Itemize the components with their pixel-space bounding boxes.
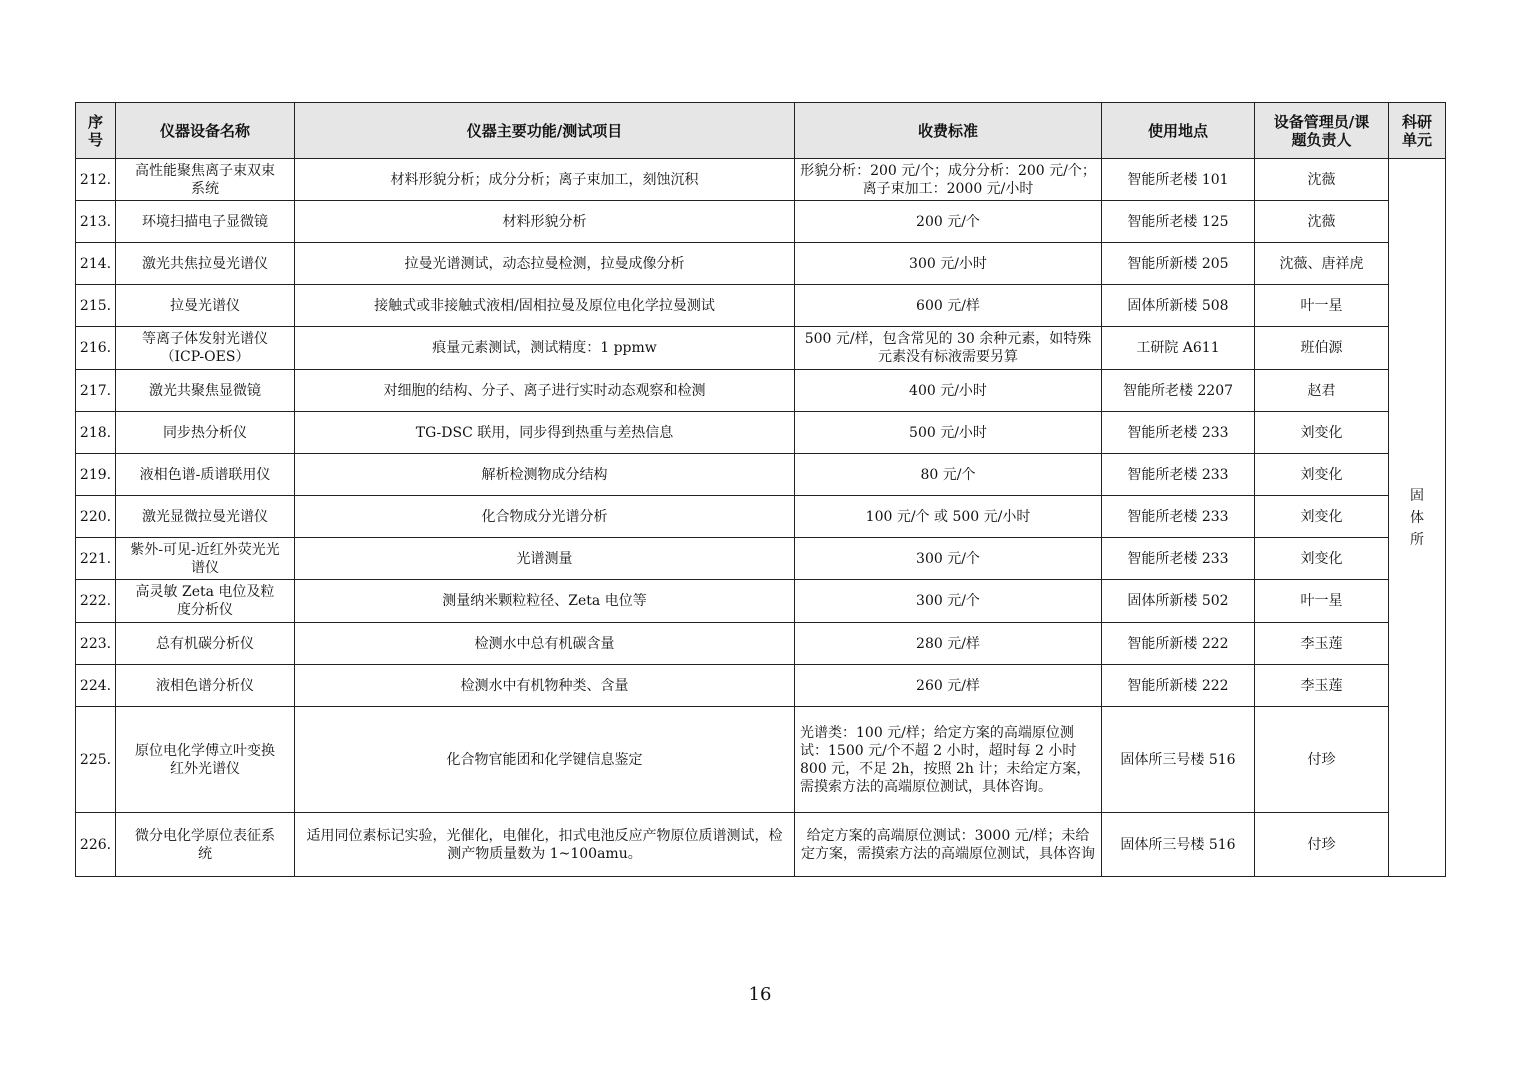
row-manager: 李玉莲	[1255, 623, 1389, 665]
header-fee: 收费标准	[795, 103, 1102, 159]
row-manager: 刘变化	[1255, 538, 1389, 580]
table-row	[76, 327, 1446, 370]
row-manager: 刘变化	[1255, 412, 1389, 454]
table-row	[76, 243, 1446, 285]
table-row	[76, 707, 1446, 813]
row-function: TG-DSC 联用，同步得到热重与差热信息	[295, 412, 795, 454]
row-manager: 沈薇、唐祥虎	[1255, 243, 1389, 285]
row-fee: 300 元/个	[795, 580, 1102, 623]
row-name: 激光共焦拉曼光谱仪	[116, 243, 295, 285]
row-name: 液相色谱分析仪	[116, 665, 295, 707]
row-manager: 班伯源	[1255, 327, 1389, 370]
row-fee: 300 元/个	[795, 538, 1102, 580]
row-location: 智能所老楼 233	[1102, 496, 1255, 538]
row-function: 检测水中总有机碳含量	[295, 623, 795, 665]
table-row	[76, 201, 1446, 243]
row-location: 固体所三号楼 516	[1102, 707, 1255, 813]
row-fee: 光谱类：100 元/样；给定方案的高端原位测试：1500 元/个不超 2 小时，超时每 2 小时 800 元，不足 2h，按照 2h 计；未给定方案，需摸索方法的高端原位测试，具体咨询。	[795, 707, 1102, 813]
row-fee: 600 元/样	[795, 285, 1102, 327]
row-name: 拉曼光谱仪	[116, 285, 295, 327]
row-name: 高性能聚焦离子束双束系统	[116, 159, 295, 201]
row-fee: 300 元/小时	[795, 243, 1102, 285]
row-seq: 212.	[76, 159, 116, 201]
row-function: 对细胞的结构、分子、离子进行实时动态观察和检测	[295, 370, 795, 412]
row-location: 智能所新楼 205	[1102, 243, 1255, 285]
row-seq: 219.	[76, 454, 116, 496]
table-row	[76, 665, 1446, 707]
table-row	[76, 538, 1446, 580]
row-location: 固体所新楼 508	[1102, 285, 1255, 327]
row-function: 检测水中有机物种类、含量	[295, 665, 795, 707]
row-function: 化合物官能团和化学键信息鉴定	[295, 707, 795, 813]
row-location: 智能所老楼 233	[1102, 538, 1255, 580]
row-name: 液相色谱-质谱联用仪	[116, 454, 295, 496]
row-location: 智能所老楼 125	[1102, 201, 1255, 243]
table-row	[76, 813, 1446, 877]
row-name: 原位电化学傅立叶变换红外光谱仪	[116, 707, 295, 813]
row-fee: 400 元/小时	[795, 370, 1102, 412]
row-function: 材料形貌分析；成分分析；离子束加工，刻蚀沉积	[295, 159, 795, 201]
row-manager: 叶一星	[1255, 580, 1389, 623]
table-row	[76, 454, 1446, 496]
row-function: 解析检测物成分结构	[295, 454, 795, 496]
row-function: 材料形貌分析	[295, 201, 795, 243]
row-location: 工研院 A611	[1102, 327, 1255, 370]
row-manager: 赵君	[1255, 370, 1389, 412]
header-name: 仪器设备名称	[116, 103, 295, 159]
row-name: 紫外-可见-近红外荧光光谱仪	[116, 538, 295, 580]
row-name: 微分电化学原位表征系统	[116, 813, 295, 877]
row-seq: 224.	[76, 665, 116, 707]
row-manager: 沈薇	[1255, 159, 1389, 201]
row-name: 同步热分析仪	[116, 412, 295, 454]
row-fee: 280 元/样	[795, 623, 1102, 665]
table-row	[76, 580, 1446, 623]
unit-value: 固体所	[1410, 487, 1424, 548]
header-unit: 科研单元	[1389, 103, 1446, 159]
row-seq: 216.	[76, 327, 116, 370]
equipment-table	[75, 102, 1446, 877]
row-fee: 500 元/样，包含常见的 30 余种元素，如特殊元素没有标液需要另算	[795, 327, 1102, 370]
row-function: 拉曼光谱测试，动态拉曼检测，拉曼成像分析	[295, 243, 795, 285]
row-name: 激光显微拉曼光谱仪	[116, 496, 295, 538]
row-function: 光谱测量	[295, 538, 795, 580]
header-function: 仪器主要功能/测试项目	[295, 103, 795, 159]
row-function: 接触式或非接触式液相/固相拉曼及原位电化学拉曼测试	[295, 285, 795, 327]
row-function: 测量纳米颗粒粒径、Zeta 电位等	[295, 580, 795, 623]
header-seq: 序号	[76, 103, 116, 159]
row-seq: 223.	[76, 623, 116, 665]
row-manager: 叶一星	[1255, 285, 1389, 327]
row-location: 智能所老楼 233	[1102, 454, 1255, 496]
table-row	[76, 370, 1446, 412]
row-manager: 刘变化	[1255, 454, 1389, 496]
row-function: 痕量元素测试，测试精度：1 ppmw	[295, 327, 795, 370]
table-row	[76, 496, 1446, 538]
row-fee: 形貌分析：200 元/个；成分分析：200 元/个；离子束加工：2000 元/小时	[795, 159, 1102, 201]
row-function: 化合物成分光谱分析	[295, 496, 795, 538]
header-manager: 设备管理员/课题负责人	[1255, 103, 1389, 159]
row-fee: 200 元/个	[795, 201, 1102, 243]
row-seq: 221.	[76, 538, 116, 580]
row-manager: 付珍	[1255, 813, 1389, 877]
row-name: 环境扫描电子显微镜	[116, 201, 295, 243]
row-seq: 217.	[76, 370, 116, 412]
row-function: 适用同位素标记实验，光催化，电催化，扣式电池反应产物原位质谱测试，检测产物质量数为 1~100amu。	[295, 813, 795, 877]
row-seq: 213.	[76, 201, 116, 243]
row-location: 智能所老楼 233	[1102, 412, 1255, 454]
row-fee: 80 元/个	[795, 454, 1102, 496]
row-fee: 100 元/个 或 500 元/小时	[795, 496, 1102, 538]
row-name: 激光共聚焦显微镜	[116, 370, 295, 412]
row-location: 智能所新楼 222	[1102, 623, 1255, 665]
row-seq: 225.	[76, 707, 116, 813]
row-name: 高灵敏 Zeta 电位及粒度分析仪	[116, 580, 295, 623]
table-row	[76, 159, 1446, 201]
row-seq: 215.	[76, 285, 116, 327]
row-location: 固体所三号楼 516	[1102, 813, 1255, 877]
row-manager: 付珍	[1255, 707, 1389, 813]
row-manager: 刘变化	[1255, 496, 1389, 538]
row-name: 等离子体发射光谱仪（ICP-OES）	[116, 327, 295, 370]
row-fee: 给定方案的高端原位测试：3000 元/样；未给定方案，需摸索方法的高端原位测试，具体咨询	[795, 813, 1102, 877]
row-seq: 222.	[76, 580, 116, 623]
table-row	[76, 412, 1446, 454]
row-fee: 500 元/小时	[795, 412, 1102, 454]
row-fee: 260 元/样	[795, 665, 1102, 707]
table-header-row	[76, 103, 1446, 159]
row-seq: 226.	[76, 813, 116, 877]
row-manager: 李玉莲	[1255, 665, 1389, 707]
row-location: 智能所新楼 222	[1102, 665, 1255, 707]
row-location: 智能所老楼 101	[1102, 159, 1255, 201]
table-row	[76, 623, 1446, 665]
header-location: 使用地点	[1102, 103, 1255, 159]
row-manager: 沈薇	[1255, 201, 1389, 243]
page-number: 16	[748, 984, 772, 1005]
row-location: 固体所新楼 502	[1102, 580, 1255, 623]
row-location: 智能所老楼 2207	[1102, 370, 1255, 412]
unit-cell	[1389, 159, 1446, 877]
row-seq: 218.	[76, 412, 116, 454]
table-row	[76, 285, 1446, 327]
row-seq: 220.	[76, 496, 116, 538]
row-name: 总有机碳分析仪	[116, 623, 295, 665]
row-seq: 214.	[76, 243, 116, 285]
